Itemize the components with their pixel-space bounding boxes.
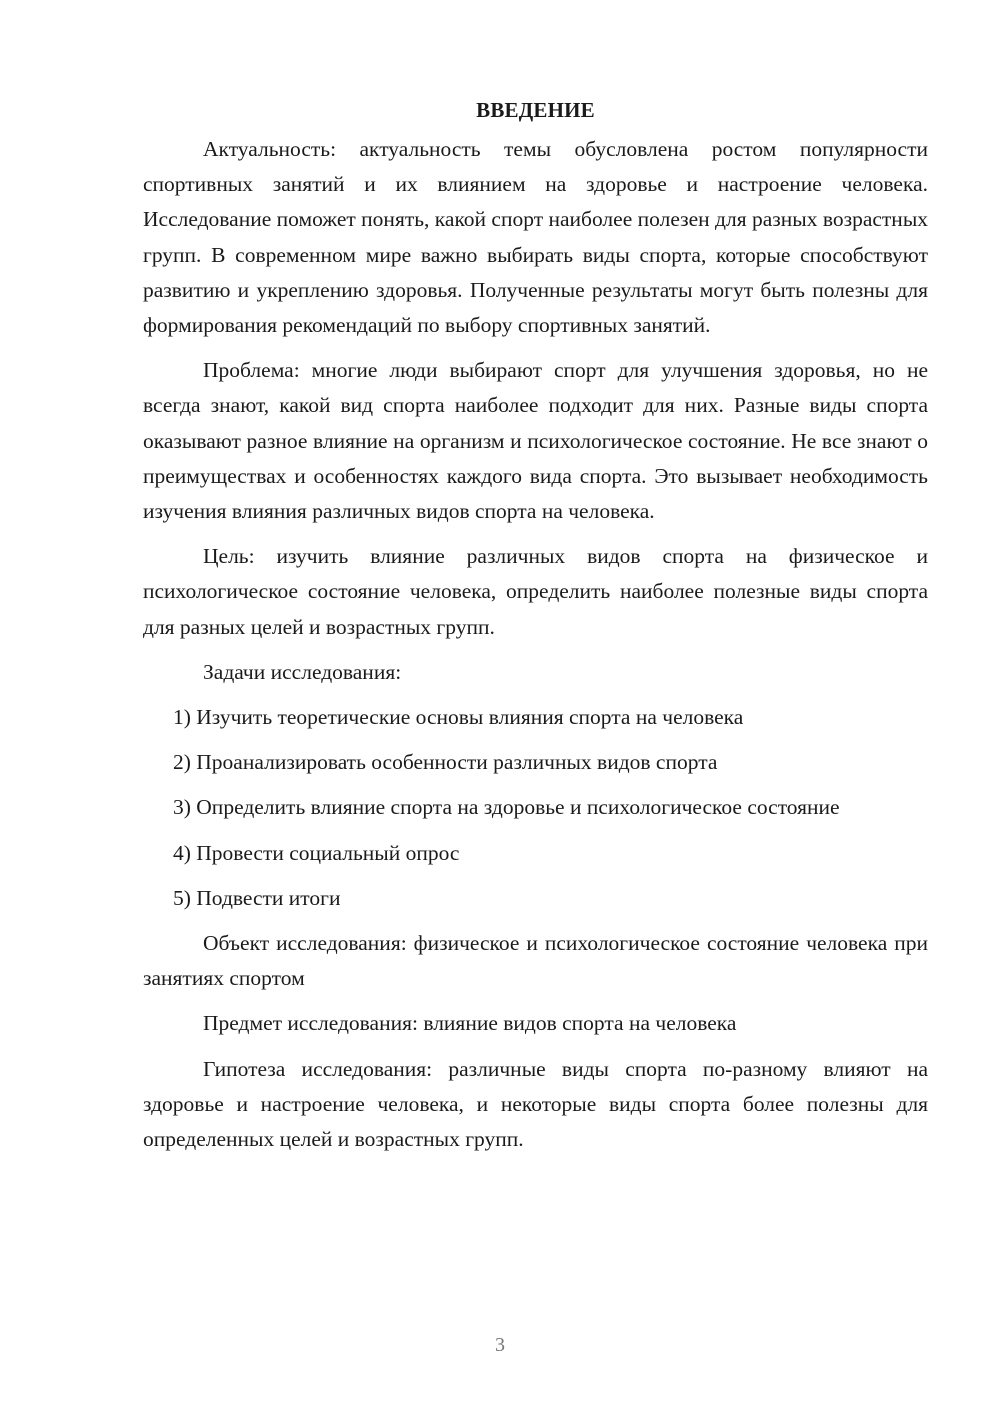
task-item-4: 4) Провести социальный опрос [173,840,460,865]
tasks-heading: Задачи исследования: [203,659,402,684]
task-item-3: 3) Определить влияние спорта на здоровье и психологическое состояние [173,795,840,820]
goal-paragraph: Цель: изучить влияние различных видов спорта на физическое и психологическое состояние человека, определить наиболее полезные виды спорта для разных целей и возрастных групп. [143,544,928,639]
problem-paragraph: Проблема: многие люди выбирают спорт для улучшения здоровья, но не всегда знают, какой вид спорта наиболее подходит для них. Разные виды спорта оказывают разное влияние на организм и психологическое состояние. Не все знают о преимуществах и особенностях каждого вида спорта. Это вызывает необходимость изучения влияния различных видов спорта на человека. [143,358,928,524]
relevance-paragraph: Актуальность: актуальность темы обусловлена ростом популярности спортивных занятий и их влиянием на здоровье и настроение человека. Исследование поможет понять, какой спорт наиболее полезен для разных возрастных групп. В современном мире важно выбирать виды спорта, которые способствуют развитию и укреплению здоровья. Полученные результаты могут быть полезны для формирования рекомендаций по выбору спортивных занятий. [143,137,929,338]
task-item-2: 2) Проанализировать особенности различных видов спорта [173,750,718,775]
document-title: ВВЕДЕНИЕ [476,98,595,122]
document-page [143,96,928,1167]
hypothesis-paragraph: Гипотеза исследования: различные виды спорта по-разному влияют на здоровье и настроение человека, и некоторые виды спорта более полезны для определенных целей и возрастных групп. [143,1056,928,1152]
subject-paragraph: Предмет исследования: влияние видов спорта на человека [203,1011,737,1036]
task-item-5: 5) Подвести итоги [173,885,341,910]
task-item-1: 1) Изучить теоретические основы влияния спорта на человека [173,705,744,730]
object-paragraph: Объект исследования: физическое и психологическое состояние человека при занятиях спортом [143,931,928,991]
page-number: 3 [495,1334,505,1356]
